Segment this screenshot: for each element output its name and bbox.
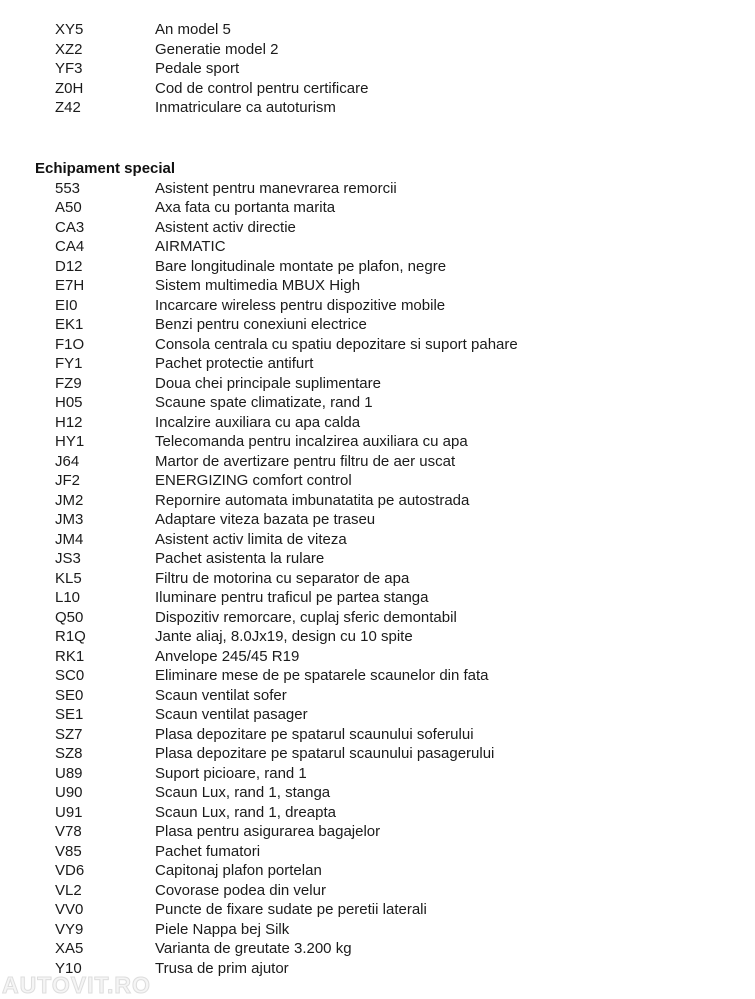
equipment-description: Repornire automata imbunatatita pe autostrada <box>155 491 470 509</box>
equipment-description: Covorase podea din velur <box>155 881 326 899</box>
equipment-row <box>0 471 755 491</box>
equipment-row <box>0 257 755 277</box>
equipment-description: Plasa depozitare pe spatarul scaunului soferului <box>155 725 474 743</box>
equipment-row <box>0 588 755 608</box>
equipment-code: JM2 <box>55 491 84 509</box>
equipment-description: Dispozitiv remorcare, cuplaj sferic demontabil <box>155 608 457 626</box>
equipment-code: JM4 <box>55 530 84 548</box>
equipment-row <box>0 296 755 316</box>
equipment-description: Scaun ventilat pasager <box>155 706 308 723</box>
equipment-row <box>0 198 755 218</box>
equipment-description: Generatie model 2 <box>155 40 279 58</box>
equipment-row <box>0 920 755 940</box>
equipment-code: CA3 <box>55 218 85 236</box>
equipment-row <box>0 79 755 99</box>
equipment-code: XZ2 <box>55 40 83 58</box>
equipment-row <box>0 608 755 628</box>
equipment-description: Scaun Lux, rand 1, stanga <box>155 784 331 801</box>
equipment-code: E7H <box>55 277 85 294</box>
equipment-row <box>0 900 755 920</box>
equipment-row <box>0 783 755 803</box>
equipment-row <box>0 510 755 530</box>
equipment-row <box>0 881 755 901</box>
equipment-code: U91 <box>55 803 83 821</box>
equipment-row <box>0 822 755 842</box>
equipment-code: VV0 <box>55 901 84 918</box>
equipment-code: D12 <box>55 257 83 275</box>
equipment-description: Asistent activ limita de viteza <box>155 530 347 548</box>
equipment-row <box>0 647 755 667</box>
equipment-description: Capitonaj plafon portelan <box>155 862 322 879</box>
equipment-description: Puncte de fixare sudate pe peretii laterali <box>155 901 427 918</box>
equipment-code: VY9 <box>55 920 84 938</box>
equipment-row <box>0 803 755 823</box>
equipment-description: ENERGIZING comfort control <box>155 472 352 489</box>
equipment-row <box>0 218 755 238</box>
equipment-row <box>0 861 755 881</box>
equipment-description: Filtru de motorina cu separator de apa <box>155 569 410 587</box>
equipment-description: Consola centrala cu spatiu depozitare si suport pahare <box>155 335 518 353</box>
equipment-row <box>0 569 755 589</box>
equipment-description: Martor de avertizare pentru filtru de aer uscat <box>155 452 456 470</box>
equipment-row <box>0 491 755 511</box>
equipment-code: V85 <box>55 842 82 860</box>
equipment-description: Scaune spate climatizate, rand 1 <box>155 394 373 411</box>
equipment-description: Varianta de greutate 3.200 kg <box>155 940 352 957</box>
equipment-description: AIRMATIC <box>155 238 226 255</box>
equipment-row <box>0 939 755 959</box>
equipment-row <box>0 686 755 706</box>
equipment-code: SE1 <box>55 706 84 723</box>
equipment-description: Scaun Lux, rand 1, dreapta <box>155 803 336 821</box>
equipment-row <box>0 452 755 472</box>
equipment-description: Suport picioare, rand 1 <box>155 764 307 782</box>
equipment-code: U89 <box>55 764 83 782</box>
equipment-code: SZ7 <box>55 725 83 743</box>
equipment-row <box>0 98 755 118</box>
equipment-code: FY1 <box>55 355 83 372</box>
equipment-description: An model 5 <box>155 21 231 38</box>
equipment-code: YF3 <box>55 60 83 77</box>
equipment-row <box>0 20 755 40</box>
equipment-code: F1O <box>55 335 85 353</box>
equipment-row <box>0 413 755 433</box>
equipment-row <box>0 335 755 355</box>
equipment-row <box>0 354 755 374</box>
equipment-description: Incalzire auxiliara cu apa calda <box>155 413 361 431</box>
equipment-code: R1Q <box>55 628 86 645</box>
equipment-code: SE0 <box>55 686 84 704</box>
equipment-description: Incarcare wireless pentru dispozitive mobile <box>155 296 446 314</box>
equipment-code: FZ9 <box>55 374 82 392</box>
equipment-row <box>0 237 755 257</box>
equipment-code: JM3 <box>55 511 84 528</box>
autovit-watermark: AUTOVIT.RO <box>2 972 151 998</box>
equipment-description: Eliminare mese de pe spatarele scaunelor din fata <box>155 667 489 684</box>
equipment-description: Plasa pentru asigurarea bagajelor <box>155 823 381 840</box>
equipment-code: KL5 <box>55 569 82 587</box>
equipment-row <box>0 179 755 199</box>
equipment-row <box>0 59 755 79</box>
equipment-row <box>0 276 755 296</box>
equipment-description: Benzi pentru conexiuni electrice <box>155 316 367 333</box>
equipment-description: Bare longitudinale montate pe plafon, negre <box>155 257 447 275</box>
equipment-code: VD6 <box>55 862 85 879</box>
equipment-code: U90 <box>55 784 83 801</box>
equipment-description: Pachet protectie antifurt <box>155 355 314 372</box>
equipment-code: L10 <box>55 589 81 606</box>
equipment-description: Iluminare pentru traficul pe partea stanga <box>155 589 429 606</box>
equipment-code: V78 <box>55 823 82 840</box>
equipment-code: Z0H <box>55 79 84 97</box>
equipment-code: H05 <box>55 394 83 411</box>
equipment-code: 553 <box>55 179 81 197</box>
equipment-description: Jante aliaj, 8.0Jx19, design cu 10 spite <box>155 628 413 645</box>
equipment-description: Sistem multimedia MBUX High <box>155 277 361 294</box>
equipment-description: Inmatriculare ca autoturism <box>155 99 336 116</box>
equipment-description: Scaun ventilat sofer <box>155 686 287 704</box>
equipment-row <box>0 374 755 394</box>
equipment-code: H12 <box>55 413 83 431</box>
equipment-row <box>0 764 755 784</box>
equipment-code: SC0 <box>55 667 85 684</box>
equipment-code: Y10 <box>55 959 82 977</box>
equipment-description: Adaptare viteza bazata pe traseu <box>155 511 376 528</box>
equipment-code: CA4 <box>55 238 85 255</box>
section-heading-echipament-special: Echipament special <box>35 160 176 177</box>
equipment-row <box>0 666 755 686</box>
equipment-row <box>0 40 755 60</box>
equipment-code: XY5 <box>55 21 84 38</box>
equipment-description: Trusa de prim ajutor <box>155 959 289 977</box>
equipment-code: JS3 <box>55 550 81 567</box>
equipment-description: Pachet fumatori <box>155 842 261 860</box>
equipment-code: EI0 <box>55 296 78 314</box>
equipment-description: Pachet asistenta la rulare <box>155 550 325 567</box>
equipment-description: Anvelope 245/45 R19 <box>155 647 300 665</box>
equipment-row <box>0 549 755 569</box>
equipment-description: Axa fata cu portanta marita <box>155 199 336 216</box>
equipment-row <box>0 315 755 335</box>
equipment-code: A50 <box>55 199 82 216</box>
equipment-description: Asistent activ directie <box>155 218 296 236</box>
equipment-code: EK1 <box>55 316 84 333</box>
equipment-code: Q50 <box>55 608 84 626</box>
equipment-description: Piele Nappa bej Silk <box>155 920 290 938</box>
equipment-description: Asistent pentru manevrarea remorcii <box>155 179 397 197</box>
equipment-description: Doua chei principale suplimentare <box>155 374 381 392</box>
equipment-description: Telecomanda pentru incalzirea auxiliara cu apa <box>155 433 468 450</box>
equipment-description: Cod de control pentru certificare <box>155 79 369 97</box>
equipment-description: Plasa depozitare pe spatarul scaunului pasagerului <box>155 745 495 762</box>
equipment-code: HY1 <box>55 433 85 450</box>
equipment-code: J64 <box>55 452 80 470</box>
equipment-code: VL2 <box>55 881 82 899</box>
equipment-code: Z42 <box>55 99 81 116</box>
equipment-code: XA5 <box>55 940 84 957</box>
equipment-row <box>0 744 755 764</box>
equipment-row <box>0 627 755 647</box>
equipment-row <box>0 393 755 413</box>
equipment-code: SZ8 <box>55 745 83 762</box>
equipment-row <box>0 530 755 550</box>
equipment-row <box>0 725 755 745</box>
equipment-code: RK1 <box>55 647 85 665</box>
equipment-description: Pedale sport <box>155 60 240 77</box>
equipment-row <box>0 842 755 862</box>
equipment-row <box>0 705 755 725</box>
vehicle-codes-continued-list <box>0 20 755 118</box>
equipment-code: JF2 <box>55 472 81 489</box>
special-equipment-list <box>0 179 755 979</box>
equipment-row <box>0 432 755 452</box>
